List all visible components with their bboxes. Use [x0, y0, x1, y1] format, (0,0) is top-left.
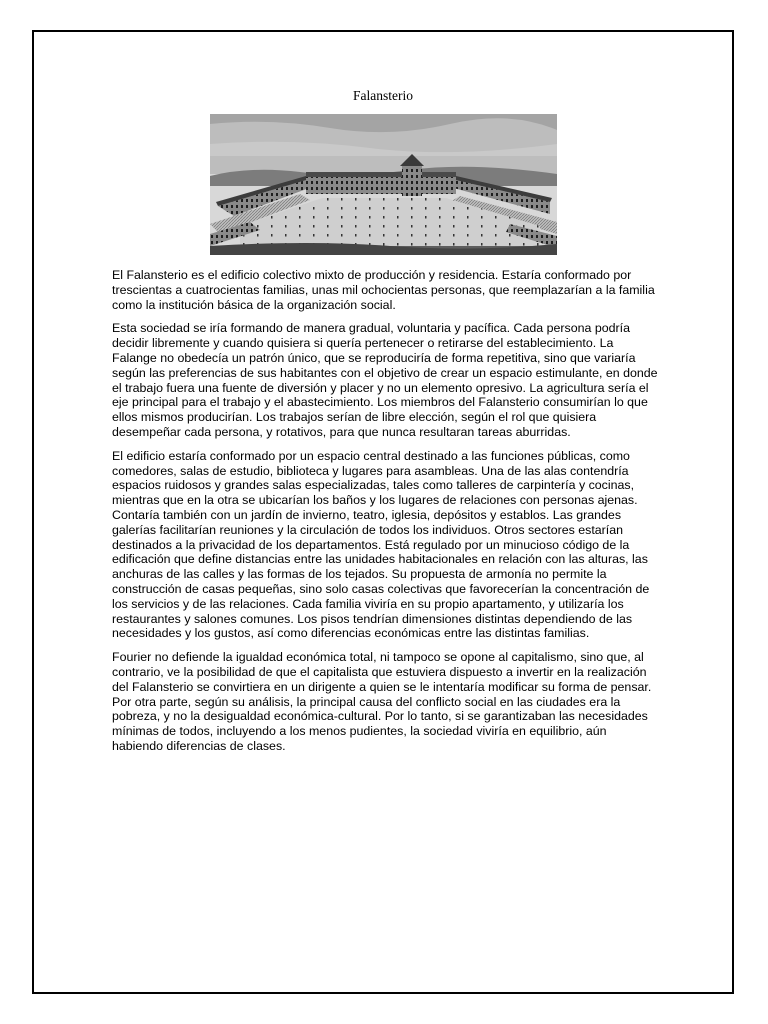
engraving-drawing — [210, 114, 557, 255]
paragraph-2: Esta sociedad se iría formando de manera gradual, voluntaria y pacífica. Cada persona podría decidir libremente y cuando quisiera si quería pertenecer o retirarse del establecimiento. La Falange no obedecía un patrón único, que se reproduciría de forma repetitiva, sino que variaría según las preferencias de sus habitantes con el objetivo de crear un espacio estimulante, en donde el trabajo fuera una fuente de diversión y placer y no un elemento opresivo. La agricultura sería el eje principal para el trabajo y el abastecimiento. Los miembros del Falansterio consumirían lo que ellos mismos producirían. Los trabajos serían de libre elección, según el rol que quisiera desempeñar cada persona, y rotativos, para que nunca resultaran tareas aburridas. — [112, 321, 658, 439]
document-page — [32, 30, 734, 994]
paragraph-1: El Falansterio es el edificio colectivo mixto de producción y residencia. Estaría conformado por trescientas a cuatrocientas familias, unas mil ochocientas personas, que reemplazarían a la familia como la institución básica de la organización social. — [112, 268, 655, 312]
document-title: Falansterio — [353, 88, 413, 103]
paragraph-3: El edificio estaría conformado por un espacio central destinado a las funciones públicas, como comedores, salas de estudio, biblioteca y lugares para asambleas. Una de las alas contendría espacios ruidosos y grandes salas especializadas, tales como talleres de carpintería y cocinas, mientras que en la otra se ubicarían los baños y los lugares de relaciones con personas ajenas. Contaría también con un jardín de invierno, teatro, iglesia, depósitos y establos. Las grandes galerías facilitarían reuniones y la circulación de todos los individuos. Otros sectores estarían destinados a la privacidad de los departamentos. Está regulado por un minucioso código de la edificación que define distancias entre las unidades habitacionales en relación con las alturas, las anchuras de las calles y las formas de los tejados. Su propuesta de armonía no permite la construcción de casas pequeñas, sino solo casas colectivas que favorecerían la concentración de los servicios y de las relaciones. Cada familia viviría en su propio apartamento, y utilizaría los restaurantes y salones comunes. Los pisos tendrían dimensiones distintas dependiendo de las necesidades y los gustos, así como diferencias económicas entre las distintas familias. — [112, 448, 650, 641]
falansterio-engraving — [210, 114, 557, 255]
document-body — [112, 268, 660, 763]
paragraph-4: Fourier no defiende la igualdad económica total, ni tampoco se opone al capitalismo, sino que, al contrario, ve la posibilidad de que el capitalista que estuviera dispuesto a invertir en la realización del Falansterio se convirtiera en un dirigente a quien se le intentaría modificar su forma de pensar. Por otra parte, según su análisis, la principal causa del conflicto social en las ciudades era la pobreza, y no la desigualdad económica-cultural. Por lo tanto, si se garantizaban las necesidades mínimas de todos, incluyendo a los menos pudientes, la sociedad viviría en equilibrio, aún habiendo diferencias de clases. — [112, 650, 652, 753]
